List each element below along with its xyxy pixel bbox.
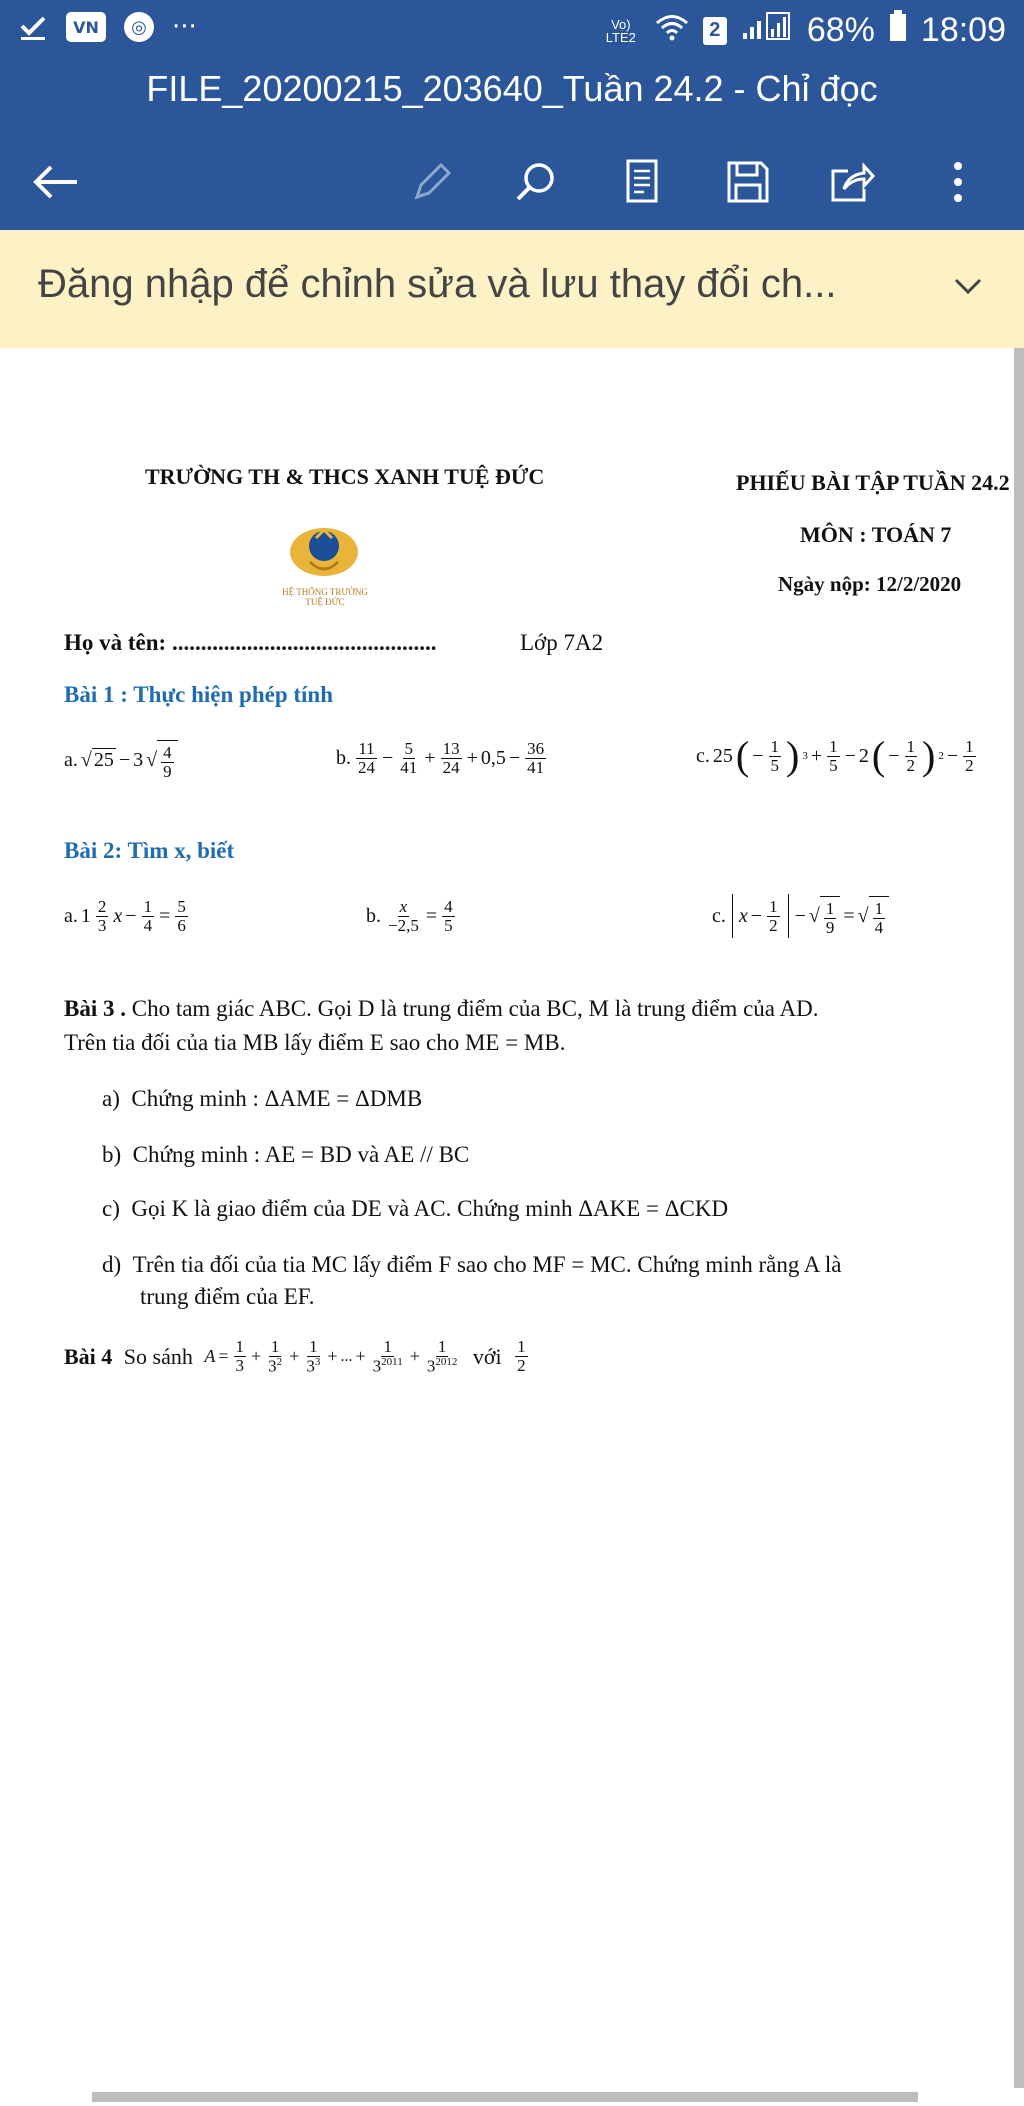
vertical-scrollbar[interactable] (1014, 348, 1024, 2088)
horizontal-scrollbar[interactable] (92, 2092, 918, 2102)
clock: 18:09 (920, 11, 1006, 49)
status-bar (0, 0, 1024, 62)
bai3-item-b: b) Chứng minh : AE = BD và AE // BC (102, 1142, 470, 1167)
share-icon (828, 159, 876, 205)
battery-percent: 68% (806, 11, 875, 49)
reading-view-button[interactable] (612, 152, 672, 212)
bai2-title: Bài 2: Tìm x, biết (64, 838, 235, 863)
pencil-icon (409, 159, 455, 205)
bai2-a: a. 1 $\frac{2}{3}$ x − $\frac{1}{4}$ = $\frac{5}{6}$ (64, 897, 186, 935)
sim-badge: 2 (703, 17, 727, 45)
wifi-icon (655, 11, 689, 50)
bai1-a: a. √ 25 − 3 √ $\frac{4}{9}$ (64, 740, 178, 781)
due-date: Ngày nộp: 12/2/2020 (778, 572, 962, 596)
edit-button[interactable] (402, 152, 462, 212)
bai1-title: Bài 1 : Thực hiện phép tính (64, 682, 334, 707)
app-header (0, 62, 1024, 230)
more-dots-icon: ··· (172, 12, 197, 42)
more-options-button[interactable] (928, 152, 988, 212)
subject: MÔN : TOÁN 7 (800, 522, 952, 547)
reading-view-icon (622, 158, 662, 206)
bai3-item-c: c) Gọi K là giao điểm của DE và AC. Chứng minh ΔAKE = ΔCKD (102, 1196, 729, 1221)
school-name: TRƯỜNG TH & THCS XANH TUỆ ĐỨC (145, 464, 545, 489)
signal-icon (741, 11, 793, 50)
bai2-b: b. $\frac{x}{-2,5}$ = $\frac{4}{5}$ (366, 897, 453, 935)
document-page (0, 348, 1014, 2088)
school-logo (280, 520, 368, 580)
logo-caption: HỆ THỐNG TRƯỜNG TUỆ ĐỨC (282, 587, 368, 607)
search-icon (513, 159, 559, 205)
bai1-b: b. $\frac{11}{24}$ − $\frac{5}{41}$ + $\frac{13}{24}$ + 0,5 − $\frac{36}{41}$ (336, 739, 545, 777)
bai3-item-d: d) Trên tia đối của tia MC lấy điểm F sao cho MF = MC. Chứng minh rằng A là (102, 1252, 842, 1277)
document-title: FILE_20200215_203640_Tuần 24.2 - Chỉ đọc (146, 68, 878, 109)
battery-icon (889, 10, 907, 51)
sign-in-banner[interactable] (0, 230, 1024, 349)
volte-indicator: Vo) LTE2 (605, 16, 636, 45)
chevron-down-icon[interactable] (948, 266, 988, 306)
name-field-label: Họ và tên: .............................................. (64, 630, 437, 655)
browser-icon: ◎ (124, 12, 154, 42)
more-vertical-icon (948, 159, 968, 205)
bai3-line2: Trên tia đối của tia MB lấy điểm E sao cho ME = MB. (64, 1030, 566, 1055)
toolbar (0, 142, 1024, 222)
share-button[interactable] (822, 152, 882, 212)
bai1-c: c. 25 ( − $\frac{1}{5}$ ) 3 + $\frac{1}{5}$ − 2 ( − $\frac{1}{2}$ ) 2 − $\frac{1}{2}$ (696, 733, 974, 778)
class-label: Lớp 7A2 (520, 630, 604, 655)
banner-text: Đăng nhập để chỉnh sửa và lưu thay đổi ch... (38, 262, 837, 306)
save-icon (725, 159, 771, 205)
back-arrow-icon (31, 162, 81, 202)
bai4: Bài 4 So sánh A = $\frac{1}{3}$ + $\frac{1}{3^2}$ + $\frac{1}{3^3}$ + ... + $\frac{1}{3^{2011}}$ + $\frac{1}{3^{2012}}$ với $\frac{1}{2}$ (64, 1337, 526, 1376)
bai3-line1: Bài 3 . Cho tam giác ABC. Gọi D là trung điểm của BC, M là trung điểm của AD. (64, 996, 819, 1021)
vn-app-icon: VN (66, 12, 106, 42)
sheet-title: PHIẾU BÀI TẬP TUẦN 24.2 (736, 470, 1010, 495)
save-button[interactable] (718, 152, 778, 212)
back-button[interactable] (26, 152, 86, 212)
check-icon (18, 12, 48, 42)
bai3-item-a: a) Chứng minh : ΔAME = ΔDMB (102, 1086, 423, 1111)
bai2-c: c. x − $\frac{1}{2}$ − √ $\frac{1}{9}$ = √ $\frac{1}{4}$ (712, 894, 889, 938)
bai3-item-d-cont: trung điểm của EF. (140, 1284, 315, 1309)
search-button[interactable] (506, 152, 566, 212)
